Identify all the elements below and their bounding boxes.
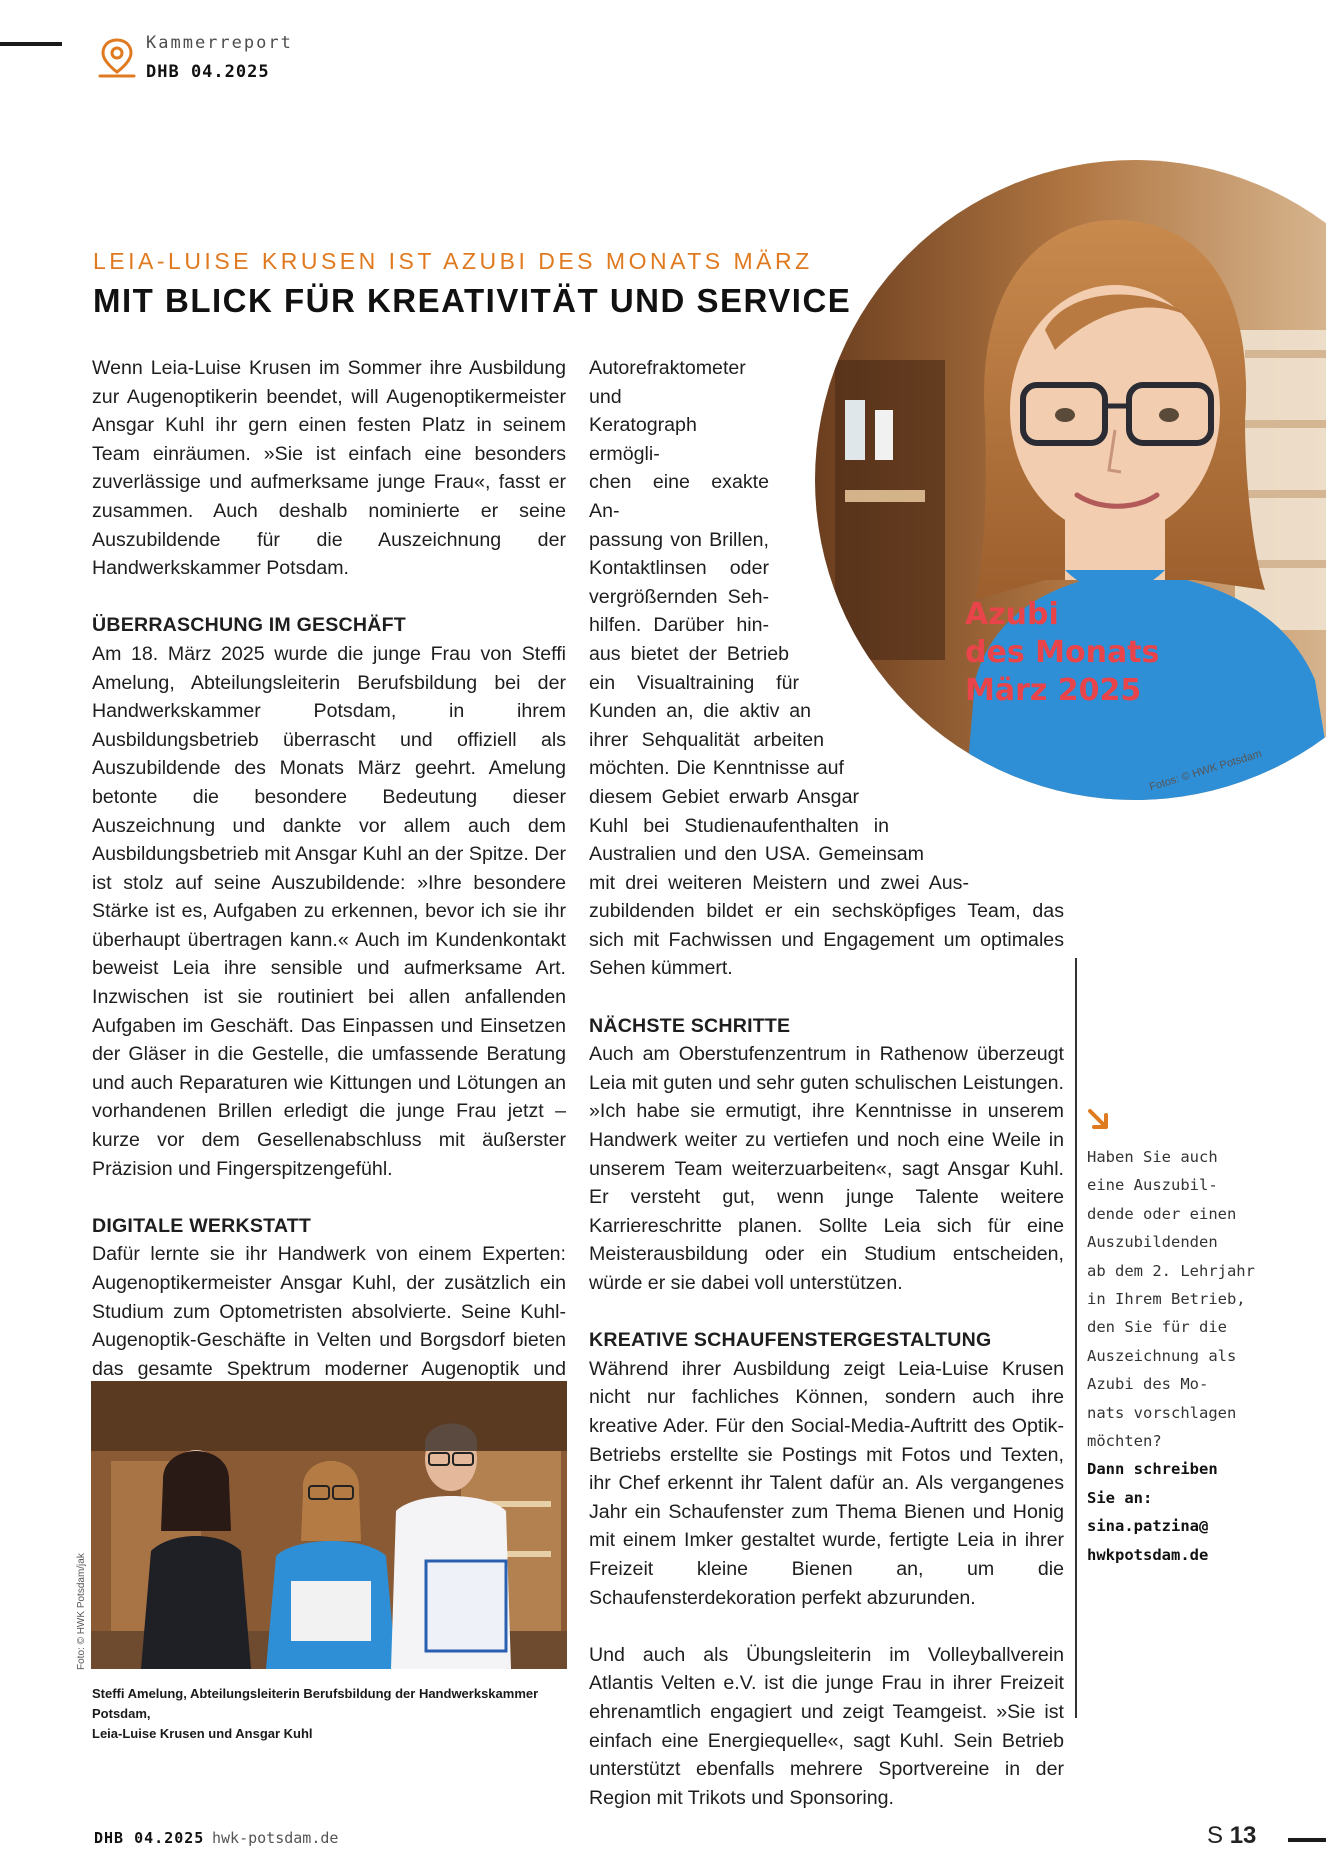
page-number	[1207, 1822, 1256, 1850]
wrap-line: Keratograph ermögli-	[589, 414, 697, 465]
group-photo-illustration	[91, 1381, 567, 1669]
sidebar-line: eine Auszubil-	[1087, 1176, 1218, 1195]
sidebar-line: den Sie für die	[1087, 1318, 1227, 1337]
sidebar-line: ab dem 2. Lehrjahr	[1087, 1261, 1255, 1280]
sidebar-callout	[1087, 1143, 1257, 1569]
wrap-line: Kontaktlinsen oder	[589, 557, 769, 580]
sidebar-line: Azubi des Mo-	[1087, 1375, 1209, 1394]
caption-line-2: Leia-Luise Krusen und Ansgar Kuhl	[92, 1726, 313, 1741]
header-rule	[0, 42, 62, 46]
wrap-line: Autorefraktometer und	[589, 357, 746, 408]
sidebar-line: Haben Sie auch	[1087, 1148, 1218, 1166]
wrap-line: chen eine exakte An-	[589, 471, 769, 522]
wrap-line: Australien und den USA. Gemeinsam	[589, 843, 924, 866]
sidebar-line: Auszeichnung als	[1087, 1346, 1237, 1365]
sidebar-line: dende oder einen	[1087, 1204, 1237, 1223]
footer-rule	[1288, 1838, 1326, 1842]
arrow-down-right-icon	[1084, 1105, 1114, 1135]
photo-credit: Foto: © HWK Potsdam/jak	[76, 1553, 87, 1670]
issue-label: DHB 04.2025	[146, 62, 270, 82]
portrait-credit: Fotos: © HWK Potsdam	[1148, 747, 1264, 794]
subheading-schaufenster: KREATIVE SCHAUFENSTERGESTALTUNG	[589, 1329, 992, 1352]
sidebar-bold-line: Sie an:	[1087, 1488, 1153, 1507]
wrap-lines	[589, 354, 1064, 897]
paragraph-team: zubildenden bildet er ein sechsköpfiges Team, das sich mit Fachwissen und Engagement um optimales Sehen kümmert.	[589, 900, 1064, 980]
subheading-naechste-schritte: NÄCHSTE SCHRITTE	[589, 1014, 791, 1037]
paragraph-schaufenster: Während ihrer Ausbildung zeigt Leia-Luise Krusen nicht nur fachliches Können, sondern auch ihre kreative Ader. Für den Social-Media-Auftritt des Optik-Betriebs erstellte sie Postings mit Fotos und Texten, ihr Chef erkennt ihr Talent dafür an. Als vergangenes Jahr ein Schaufenster zum Thema Bienen und Honig mit einem Imker gestaltet wurde, fertigte Leia in ihrer Freizeit kleine Bienen an, um die Schaufensterdekoration perfekt abzurunden.	[589, 1357, 1064, 1609]
shirt-text-2: des Monats	[965, 635, 1160, 670]
wrap-line: ihrer Sehqualität arbeiten	[589, 728, 824, 751]
sidebar-divider	[1075, 958, 1077, 1718]
wrap-line: ein Visualtraining für	[589, 671, 799, 694]
wrap-line: mit drei weiteren Meistern und zwei Aus-	[589, 871, 969, 894]
article-kicker: LEIA-LUISE KRUSEN IST AZUBI DES MONATS MÄRZ	[93, 248, 813, 274]
sidebar-line: nats vorschlagen	[1087, 1403, 1237, 1422]
photo-caption	[92, 1684, 572, 1744]
sidebar-email-line[interactable]: sina.patzina@	[1087, 1517, 1209, 1536]
subheading-digitale-werkstatt: DIGITALE WERKSTATT	[92, 1214, 312, 1237]
page-number-value: 13	[1229, 1822, 1257, 1849]
paragraph-volleyball: Und auch als Übungsleiterin im Volleyballverein Atlantis Velten e.V. ist die junge Frau in ihrer Freizeit ehrenamtlich engagiert und zeigt Teamgeist. »Sie ist einfach eine Energiequelle«, sagt Kuhl. Sein Betrieb unterstützt ebenfalls mehrere Sportvereine in der Region mit Trikots und Sponsoring.	[589, 1643, 1064, 1809]
sidebar-bold-line: Dann schreiben	[1087, 1460, 1218, 1479]
wrap-line: möchten. Die Kenntnisse auf	[589, 757, 844, 780]
sidebar-line: möchten?	[1087, 1432, 1162, 1451]
sidebar-line: in Ihrem Betrieb,	[1087, 1290, 1246, 1309]
wrap-line: hilfen. Darüber hin-	[589, 614, 769, 637]
paragraph-naechste-schritte: Auch am Oberstufenzentrum in Rathenow überzeugt Leia mit guten und sehr guten schulischen Leistungen. »Ich habe sie ermutigt, ihre Kenntnisse in unserem Handwerk weiter zu vertiefen und noch eine Weile in unserem Team weiterzuarbeiten«, sagt Ansgar Kuhl. Er versteht gut, wenn junge Talente weitere Karriereschritte planen. Sollte Leia sich für eine Meisterausbildung oder ein Studium entscheiden, würde er sie dabei voll unterstützen.	[589, 1043, 1064, 1294]
subheading-ueberraschung: ÜBERRASCHUNG IM GESCHÄFT	[92, 614, 406, 637]
wrap-line: Kuhl bei Studienaufenthalten in	[589, 814, 889, 837]
sidebar-line: Auszubildenden	[1087, 1233, 1218, 1252]
paragraph-digitale-werkstatt: Dafür lernte sie ihr Handwerk von einem Experten: Augenoptikermeister Ansgar Kuhl, der zusätzlich ein Studium zum Optometristen absolvierte. Seine Kuhl-Augenoptik-Geschäfte in Velten und Borgsdorf bieten das gesamte Spektrum moderner Augenoptik und	[92, 1243, 566, 1380]
location-pin-icon	[96, 36, 138, 80]
wrap-line: vergrößernden Seh-	[589, 585, 769, 608]
wrap-line: Kunden an, die aktiv an	[589, 700, 811, 723]
intro-paragraph: Wenn Leia-Luise Krusen im Sommer ihre Ausbildung zur Augenoptikerin beendet, will Augenoptikermeister Ansgar Kuhl ihr gern einen festen Platz in seinem Team einräumen. »Sie ist einfach eine besonders zuverlässige und aufmerksame junge Frau«, fasst er zusammen. Auch deshalb nominierte er seine Auszubildende für die Auszeichnung der Handwerkskammer Potsdam.	[92, 357, 566, 580]
shirt-text-3: März 2025	[965, 673, 1142, 708]
article-headline: MIT BLICK FÜR KREATIVITÄT UND SERVICE	[93, 282, 852, 319]
footer-issue: DHB 04.2025	[94, 1829, 205, 1847]
column-left	[92, 354, 566, 1412]
column-right	[589, 354, 1064, 1812]
wrap-line: aus bietet der Betrieb	[589, 642, 789, 665]
page-prefix: S	[1207, 1822, 1224, 1849]
sidebar-email-line[interactable]: hwkpotsdam.de	[1087, 1545, 1209, 1564]
footer-url[interactable]: hwk-potsdam.de	[212, 1829, 339, 1847]
wrap-line: diesem Gebiet erwarb Ansgar	[589, 785, 859, 808]
caption-line-1: Steffi Amelung, Abteilungsleiterin Berufsbildung der Handwerkskammer Potsdam,	[92, 1686, 539, 1721]
wrap-line: passung von Brillen,	[589, 528, 769, 551]
group-photo	[91, 1381, 567, 1669]
section-label: Kammerreport	[146, 33, 293, 53]
shirt-text-1: Azubi	[965, 597, 1059, 632]
paragraph-ueberraschung: Am 18. März 2025 wurde die junge Frau von Steffi Amelung, Abteilungsleiterin Berufsbildung bei der Handwerkskammer Potsdam, in ihrem Ausbildungsbetrieb überrascht und offiziell als Auszubildende des Monats März geehrt. Amelung betonte die besondere Bedeutung dieser Auszeichnung und dankte vor allem auch dem Ausbildungsbetrieb mit Ansgar Kuhl an der Spitze. Der ist stolz auf seine Auszubildende: »Ihre besondere Stärke ist es, Aufgaben zu erkennen, bevor ich sie ihr überhaupt übertragen kann.« Auch im Kundenkontakt beweist Leia ihre sensible und aufmerksame Art. Inzwischen ist sie routiniert bei allen anfallenden Aufgaben im Geschäft. Das Einpassen und Einsetzen der Gläser in die Gestelle, die umfassende Beratung und auch Reparaturen wie Kittungen und Lötungen an vorhandenen Brillen erledigt die junge Frau jetzt – kurze vor dem Gesellenabschluss mit äußerster Präzision und Fingerspitzengefühl.	[92, 642, 566, 1180]
